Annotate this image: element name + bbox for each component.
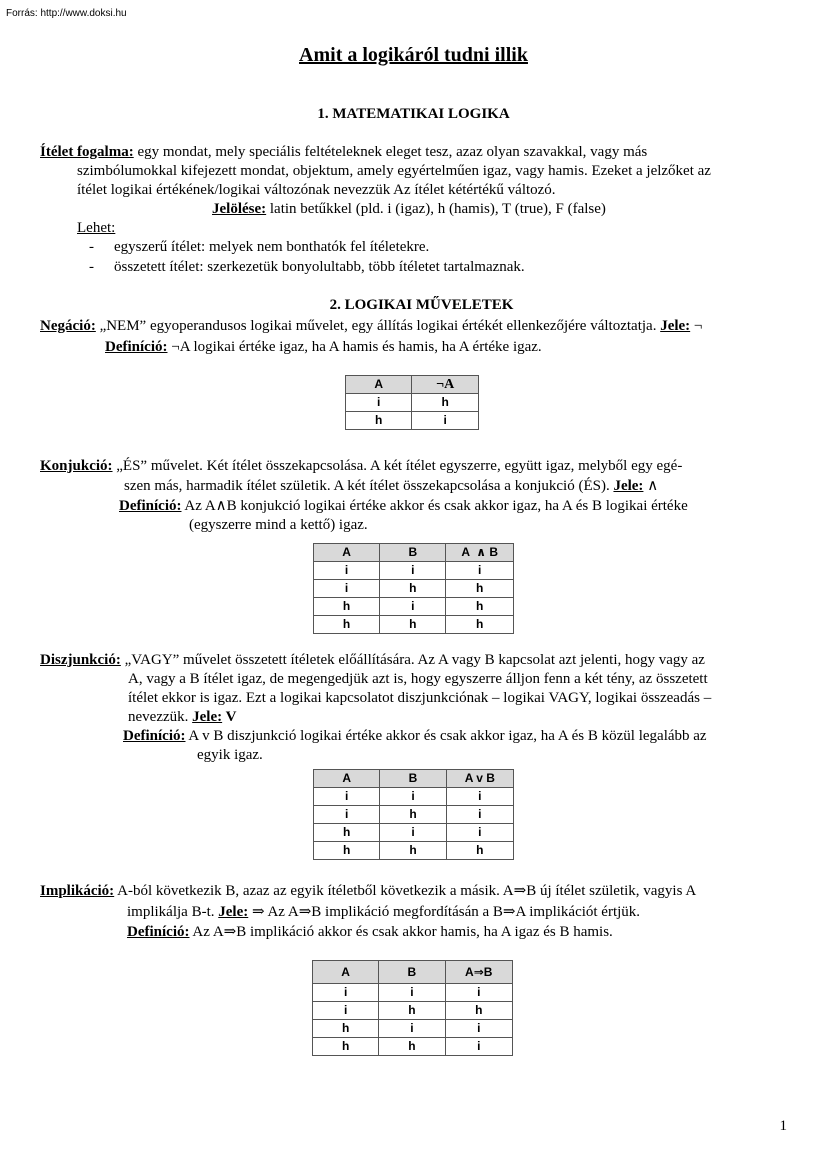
itelet-line-2: szimbólumokkal kifejezett mondat, objektum, amely egyértelműen igaz, vagy hamis. Ezeket a jelzőket az — [77, 163, 711, 179]
bullet-text: összetett ítélet: szerkezetük bonyolultabb, több ítéletet tartalmaznak. — [114, 259, 525, 275]
konjukcio-text-1: „ÉS” művelet. Két ítélet összekapcsolása. A két ítélet egyszerre, együtt igaz, melyből egy egé- — [112, 458, 683, 474]
diszjunkcio-line-1 — [40, 651, 705, 670]
implikacio-truth-table — [312, 960, 513, 1056]
source-label: Forrás: http://www.doksi.hu — [6, 8, 127, 19]
diszjunkcio-definition-2: egyik igaz. — [197, 747, 263, 763]
table-cell: h — [380, 842, 446, 860]
implikacio-definition — [127, 923, 613, 942]
jelolese-text: latin betűkkel (pld. i (igaz), h (hamis), T (true), F (false) — [266, 201, 606, 217]
konjukcio-def-text-1: Az A∧B konjukció logikai értéke akkor és csak akkor igaz, ha A és B logikai értéke — [181, 498, 688, 514]
implikacio-line-1 — [40, 882, 696, 901]
implikacio-term: Implikáció: — [40, 883, 115, 899]
table-cell: h — [314, 842, 380, 860]
table-cell: h — [380, 580, 446, 598]
table-cell: i — [412, 412, 479, 430]
table-cell: h — [446, 616, 514, 634]
table-cell: h — [445, 1002, 513, 1020]
table-row — [313, 1020, 513, 1038]
table-cell: i — [445, 1020, 513, 1038]
diszjunkcio-line-4 — [128, 708, 236, 727]
table-cell: i — [445, 984, 513, 1002]
diszjunkcio-def-term: Definíció: — [123, 728, 186, 744]
page-number: 1 — [779, 1118, 787, 1134]
table-cell: h — [314, 598, 380, 616]
table-header-row — [313, 961, 513, 984]
negacio-line-1 — [40, 317, 702, 336]
konjukcio-sign-label: Jele: — [613, 478, 644, 494]
negacio-term: Negáció: — [40, 318, 96, 334]
konjukcio-term: Konjukció: — [40, 458, 113, 474]
itelet-term: Ítélet fogalma: — [40, 144, 134, 160]
table-cell: i — [380, 562, 446, 580]
table-header-row — [314, 770, 514, 788]
table-row — [314, 580, 514, 598]
implikacio-sign-label: Jele: — [218, 904, 249, 920]
itelet-line-1 — [40, 143, 647, 162]
table-cell: i — [313, 984, 379, 1002]
table-header-row — [346, 376, 479, 394]
implikacio-def-text: Az A⇒B implikáció akkor és csak akkor hamis, ha A igaz és B hamis. — [189, 924, 613, 940]
negacio-def-term: Definíció: — [105, 339, 168, 355]
bullet-item-2 — [89, 258, 525, 277]
table-row — [314, 842, 514, 860]
implikacio-text-2: implikálja B-t. — [127, 904, 219, 920]
itelet-text-1: egy mondat, mely speciális feltételeknek eleget tesz, azaz olyan szavakkal, vagy más — [133, 144, 648, 160]
table-row — [313, 1038, 513, 1056]
negacio-truth-table — [345, 375, 479, 430]
itelet-line-3: ítélet logikai értékének/logikai változónak nevezzük Az ítélet kétértékű változó. — [77, 182, 556, 198]
table-cell: i — [313, 1002, 379, 1020]
konjukcio-truth-table — [313, 543, 514, 634]
table-row — [314, 788, 514, 806]
bullet-dash: - — [89, 239, 94, 255]
table-row — [313, 1002, 513, 1020]
implikacio-def-term: Definíció: — [127, 924, 190, 940]
implikacio-line-2 — [127, 903, 640, 922]
table-header-cell: A ∧ B — [446, 544, 514, 562]
table-cell: i — [314, 562, 380, 580]
table-header-row — [314, 544, 514, 562]
table-cell: h — [313, 1020, 379, 1038]
table-cell: h — [379, 1002, 445, 1020]
lehet-label: Lehet: — [77, 220, 116, 236]
table-cell: i — [314, 806, 380, 824]
diszjunkcio-text-1: „VAGY” művelet összetett ítéletek előállítására. Az A vagy B kapcsolat azt jelenti, hogy vagy az — [120, 652, 705, 668]
konjukcio-definition-2: (egyszerre mind a kettő) igaz. — [189, 517, 368, 533]
diszjunkcio-sign: V — [222, 709, 237, 725]
diszjunkcio-def-text-1: A v B diszjunkció logikai értéke akkor és csak akkor igaz, ha A és B közül legalább az — [185, 728, 707, 744]
table-cell: h — [380, 806, 446, 824]
table-cell: i — [446, 824, 513, 842]
diszjunkcio-text-4: nevezzük. — [128, 709, 193, 725]
table-cell: i — [314, 580, 380, 598]
jelolese-term: Jelölése: — [212, 201, 267, 217]
section2-heading: 2. LOGIKAI MŰVELETEK — [329, 297, 514, 313]
table-cell: i — [346, 394, 412, 412]
konjukcio-sign: ∧ — [643, 478, 659, 494]
konjukcio-line-1 — [40, 457, 682, 476]
bullet-item-1 — [89, 238, 430, 257]
table-cell: i — [446, 562, 514, 580]
table-cell: i — [380, 824, 446, 842]
konjukcio-def-term: Definíció: — [119, 498, 182, 514]
konjukcio-line-2 — [124, 477, 658, 496]
table-cell: h — [446, 580, 514, 598]
implikacio-text-1: A-ból következik B, azaz az egyik ítéletből következik a másik. A⇒B új ítélet születik, vagyis A — [114, 883, 697, 899]
table-header-cell: A v B — [446, 770, 513, 788]
table-cell: h — [314, 824, 380, 842]
table-cell: h — [346, 412, 412, 430]
table-cell: h — [379, 1038, 445, 1056]
table-row — [314, 616, 514, 634]
table-header-cell: ¬A — [412, 376, 479, 394]
table-row — [314, 598, 514, 616]
table-row — [314, 562, 514, 580]
diszjunkcio-definition — [123, 727, 707, 746]
table-cell: i — [379, 1020, 445, 1038]
table-cell: i — [314, 788, 380, 806]
document-title: Amit a logikáról tudni illik — [299, 44, 528, 66]
table-cell: h — [412, 394, 479, 412]
table-header-cell: A — [346, 376, 412, 394]
diszjunkcio-line-3: ítélet ekkor is igaz. Ezt a logikai kapcsolatot diszjunkciónak – logikai VAGY, logikai összeadás – — [128, 690, 712, 706]
table-header-cell: B — [380, 770, 446, 788]
table-row — [314, 806, 514, 824]
negacio-sign-label: Jele: — [660, 318, 691, 334]
table-header-cell: A⇒B — [445, 961, 513, 984]
konjukcio-text-2: szen más, harmadik ítélet születik. A két ítélet összekapcsolása a konjukció (ÉS). — [124, 478, 614, 494]
diszjunkcio-line-2: A, vagy a B ítélet igaz, de megengedjük azt is, hogy egyszerre álljon fenn a két tény, az összetett — [128, 671, 708, 687]
table-header-cell: A — [314, 770, 380, 788]
table-cell: h — [380, 616, 446, 634]
negacio-definition — [105, 338, 542, 357]
table-cell: i — [446, 788, 513, 806]
table-cell: i — [446, 806, 513, 824]
table-cell: i — [379, 984, 445, 1002]
table-header-cell: A — [313, 961, 379, 984]
table-row — [346, 394, 479, 412]
diszjunkcio-truth-table — [313, 769, 514, 860]
section1-heading: 1. MATEMATIKAI LOGIKA — [317, 106, 510, 122]
negacio-def-text: ¬A logikai értéke igaz, ha A hamis és hamis, ha A értéke igaz. — [167, 339, 542, 355]
bullet-text: egyszerű ítélet: melyek nem bonthatók fel ítéletekre. — [114, 239, 430, 255]
table-header-cell: B — [380, 544, 446, 562]
table-row — [313, 984, 513, 1002]
table-row — [346, 412, 479, 430]
table-cell: h — [446, 598, 514, 616]
table-header-cell: B — [379, 961, 445, 984]
konjukcio-definition — [119, 497, 688, 516]
table-cell: i — [380, 598, 446, 616]
diszjunkcio-sign-label: Jele: — [192, 709, 223, 725]
table-cell: h — [313, 1038, 379, 1056]
negacio-text: „NEM” egyoperandusos logikai művelet, egy állítás logikai értékét ellenkezőjére változtatja. — [95, 318, 661, 334]
table-cell: i — [380, 788, 446, 806]
jelolese-line — [212, 200, 606, 219]
table-row — [314, 824, 514, 842]
diszjunkcio-term: Diszjunkció: — [40, 652, 121, 668]
table-cell: i — [445, 1038, 513, 1056]
negacio-sign: ¬ — [690, 318, 703, 334]
bullet-dash: - — [89, 259, 94, 275]
implikacio-sign-text: ⇒ Az A⇒B implikáció megfordításán a B⇒A implikációt értjük. — [248, 904, 641, 920]
table-cell: h — [446, 842, 513, 860]
table-header-cell: A — [314, 544, 380, 562]
table-cell: h — [314, 616, 380, 634]
